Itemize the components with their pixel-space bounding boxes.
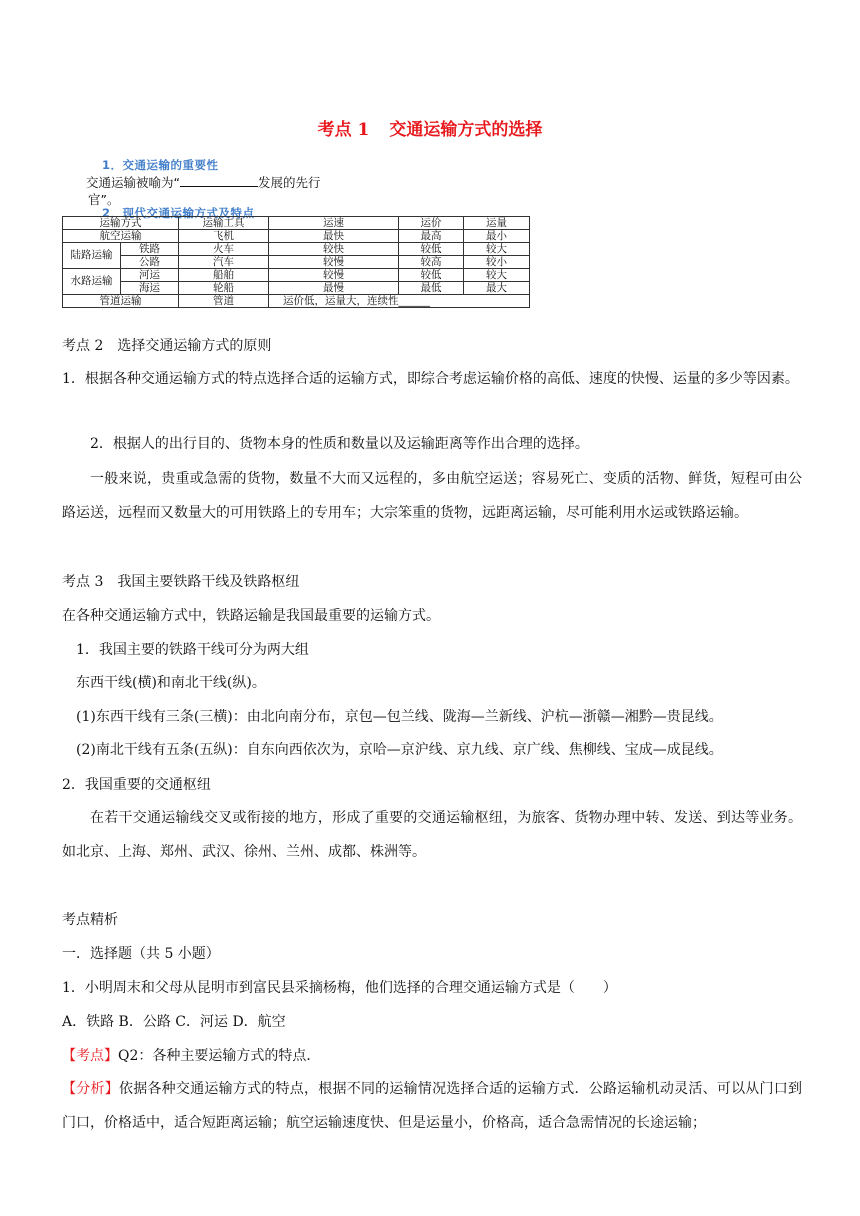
paragraph: 2．我国重要的交通枢纽 [62,777,211,793]
kaodian-line: 【考点】Q2：各种主要运输方式的特点． [62,1048,321,1064]
kaodian-tag: 【考点】 [62,1048,118,1064]
paragraph: 东西干线(横)和南北干线(纵)。 [76,675,266,691]
analysis-heading: 考点精析 [62,912,118,928]
table-row: 管道运输 管道 运价低，运量大，连续性______ [63,295,530,308]
paragraph: 1．根据各种交通运输方式的特点选择合适的运输方式，即综合考虑运输价格的高低、速度的快慢、运量的多少等因素。 [62,371,799,387]
table-row: 公路 汽车 较慢 较高 较小 [63,256,530,269]
table-header-row [63,217,530,230]
table-row: 水路运输 河运 船舶 较慢 较低 较大 [63,269,530,282]
header-cell: 运价 [399,217,464,230]
page-title: 考点 1 交通运输方式的选择 [317,120,543,140]
header-cell: 运量 [464,217,530,230]
header-cell: 运输方式 [63,217,179,230]
paragraph: 在各种交通运输方式中，铁路运输是我国最重要的运输方式。 [62,608,440,624]
header-cell: 运输工具 [179,217,269,230]
question-1: 1．小明周末和父母从昆明市到富民县采摘杨梅，他们选择的合理交通运输方式是（ ） [62,980,617,996]
section-heading: 一．选择题（共 5 小题） [62,946,220,962]
paragraph: (2)南北干线有五条(五纵)：自东向西依次为，京哈—京沪线、京九线、京广线、焦柳线、宝成—成昆线。 [76,742,723,758]
fenxi-paragraph: 【分析】依据各种交通运输方式的特点，根据不同的运输情况选择合适的运输方式．公路运输机动灵活、可以从门口到门口，价格适中，适合短距离运输；航空运输速度快、但是运量小，价格高，适合急需情况的长途运输； [62,1081,803,1131]
figure-heading-2: 2．现代交通运输方式及特点 [102,206,255,220]
paragraph: 1．我国主要的铁路干线可分为两大组 [76,642,309,658]
paragraph: 在若干交通运输线交叉或衔接的地方，形成了重要的交通运输枢纽，为旅客、货物办理中转、发送、到达等业务。如北京、上海、郑州、武汉、徐州、兰州、成都、株洲等。 [62,810,802,860]
table-row: 航空运输 飞机 最快 最高 最小 [63,230,530,243]
transport-table [62,216,530,308]
header-cell: 运速 [269,217,399,230]
paragraph: 一般来说，贵重或急需的货物，数量不大而又远程的，多由航空运送；容易死亡、变质的活物、鲜货，短程可由公路运送，远程而又数量大的可用铁路上的专用车；大宗笨重的货物，远距离运输，尽可能利用水运或铁路运输。 [62,471,802,521]
table-row: 海运 轮船 最慢 最低 最大 [63,282,530,295]
transport-figure [62,155,530,315]
paragraph: (1)东西干线有三条(三横)：由北向南分布，京包—包兰线、陇海—兰新线、沪杭—浙赣—湘黔—贵昆线。 [76,709,723,725]
figure-heading-1: 1．交通运输的重要性 [102,158,219,172]
fenxi-tag: 【分析】 [62,1081,119,1097]
section-heading-k3: 考点 3 我国主要铁路干线及铁路枢纽 [62,574,300,590]
question-1-options: A．铁路 B．公路 C．河运 D．航空 [62,1014,286,1030]
figure-text-2: 官”。 [88,192,120,207]
table-row: 陆路运输 铁路 火车 较快 较低 较大 [63,243,530,256]
group-cell: 陆路运输 [63,243,121,269]
section-heading-k2: 考点 2 选择交通运输方式的原则 [62,338,272,354]
paragraph: 2．根据人的出行目的、货物本身的性质和数量以及运输距离等作出合理的选择。 [90,436,589,452]
figure-text-1: 交通运输被喻为“ 发展的先行 [86,175,321,190]
fill-blank [180,174,258,187]
group-cell: 水路运输 [63,269,121,295]
